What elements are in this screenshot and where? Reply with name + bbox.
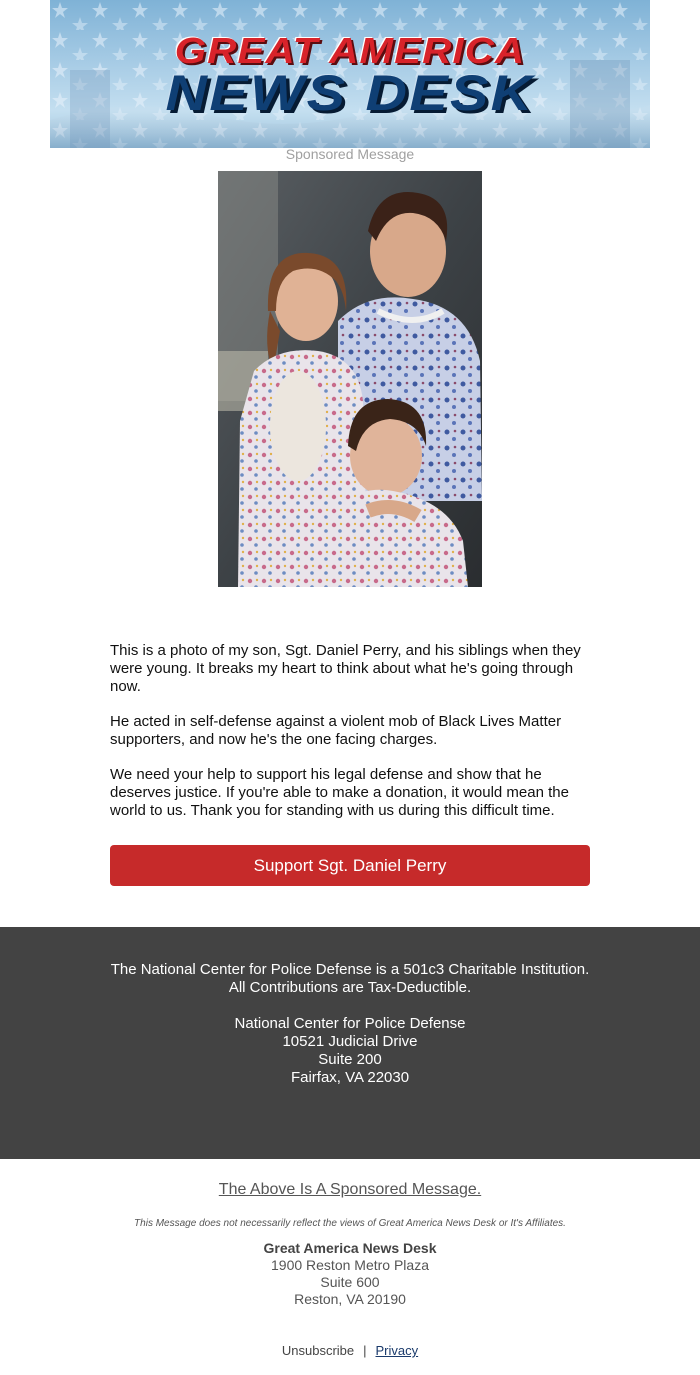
- sponsored-message-label: Sponsored Message: [285, 146, 415, 162]
- org-name: National Center for Police Defense: [234, 1015, 466, 1032]
- org-city: Fairfax, VA 22030: [290, 1069, 410, 1086]
- children-photo: [218, 171, 482, 587]
- org-street: 10521 Judicial Drive: [282, 1033, 418, 1050]
- header-banner: [50, 0, 650, 148]
- organization-footer: [0, 927, 700, 1159]
- message-paragraph-1: This is a photo of my son, Sgt. Daniel Perry, and his siblings when they were young. It breaks my heart to think about what he's going through now.: [110, 642, 581, 695]
- logo-title-line2: NEWS DESK: [165, 65, 535, 121]
- support-donate-button[interactable]: Support Sgt. Daniel Perry: [110, 845, 590, 886]
- unsubscribe-link[interactable]: Unsubscribe: [281, 1343, 355, 1358]
- footer-links: [0, 1343, 700, 1358]
- children-photo-illustration: [218, 171, 482, 587]
- tax-deductible-line: All Contributions are Tax-Deductible.: [228, 979, 472, 996]
- sponsor-city: Reston, VA 20190: [294, 1291, 406, 1307]
- sponsor-suite: Suite 600: [320, 1274, 380, 1290]
- privacy-link[interactable]: Privacy: [375, 1343, 419, 1358]
- tax-status-line: The National Center for Police Defense is a 501c3 Charitable Institution.: [110, 961, 590, 978]
- sponsor-street: 1900 Reston Metro Plaza: [271, 1257, 429, 1273]
- disclaimer-text: This Message does not necessarily reflect the views of Great America News Desk or It's Affiliates.: [134, 1218, 566, 1229]
- link-separator: |: [363, 1343, 367, 1358]
- message-paragraph-2: He acted in self-defense against a violent mob of Black Lives Matter supporters, and now he's the one facing charges.: [110, 713, 562, 748]
- message-paragraph-3: We need your help to support his legal defense and show that he deserves justice. If you're able to make a donation, it would mean the world to us. Thank you for standing with us during this difficult time.: [110, 766, 569, 819]
- sponsored-message-notice[interactable]: The Above Is A Sponsored Message.: [218, 1181, 482, 1198]
- org-suite: Suite 200: [318, 1051, 382, 1068]
- sponsor-name: Great America News Desk: [263, 1240, 437, 1256]
- logo-title-line1: GREAT AMERICA: [174, 30, 526, 71]
